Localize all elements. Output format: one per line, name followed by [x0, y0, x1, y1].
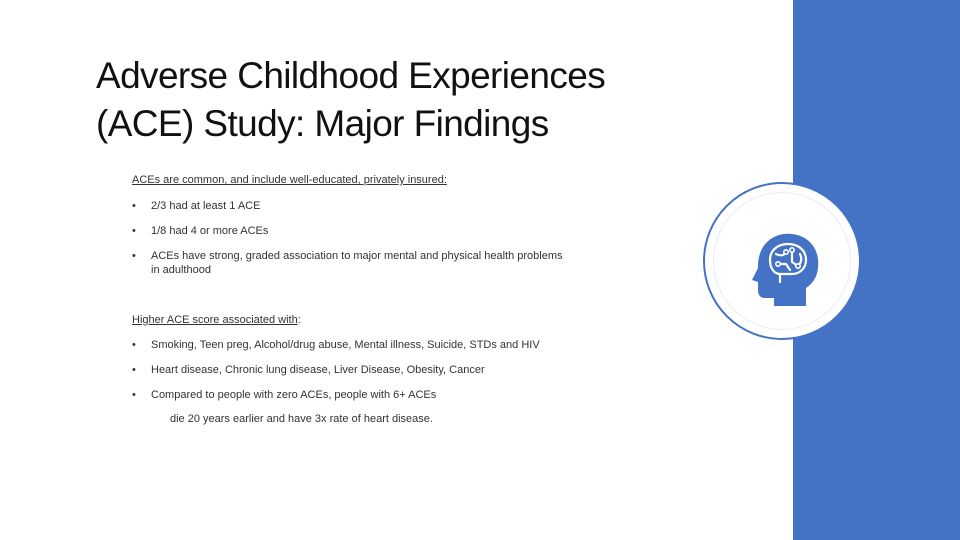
list-item-text: Heart disease, Chronic lung disease, Liver Disease, Obesity, Cancer — [151, 364, 485, 376]
list-item-text: 2/3 had at least 1 ACE — [151, 200, 261, 212]
list-item — [132, 199, 602, 213]
list-item — [132, 388, 602, 402]
section-heading-common: ACEs are common, and include well-educated, privately insured: — [132, 174, 447, 186]
head-brain-icon — [740, 222, 830, 312]
bullet-marker: • — [132, 389, 136, 401]
list-item — [132, 363, 602, 377]
list-item — [132, 338, 602, 352]
list-item — [132, 249, 572, 277]
list-item-continuation: die 20 years earlier and have 3x rate of heart disease. — [170, 413, 433, 425]
bullet-marker: • — [132, 225, 136, 237]
title-line-1: Adverse Childhood Experiences — [96, 55, 606, 96]
list-item-text: ACEs have strong, graded association to major mental and physical health problems in adulthood — [151, 250, 563, 276]
title-line-2: (ACE) Study: Major Findings — [96, 103, 549, 144]
list-item — [132, 224, 602, 238]
bullet-marker: • — [132, 339, 136, 351]
bullet-marker: • — [132, 364, 136, 376]
list-item-text: 1/8 had 4 or more ACEs — [151, 225, 269, 237]
section-heading-text: Higher ACE score associated with — [132, 314, 298, 326]
bullet-marker: • — [132, 200, 136, 212]
slide-title — [96, 52, 736, 148]
section-heading-higher-score — [132, 314, 301, 326]
list-item-text: Smoking, Teen preg, Alcohol/drug abuse, Mental illness, Suicide, STDs and HIV — [151, 339, 540, 351]
section-heading-colon: : — [297, 314, 301, 326]
list-item-text: Compared to people with zero ACEs, people with 6+ ACEs — [151, 389, 437, 401]
bullet-marker: • — [132, 250, 136, 262]
